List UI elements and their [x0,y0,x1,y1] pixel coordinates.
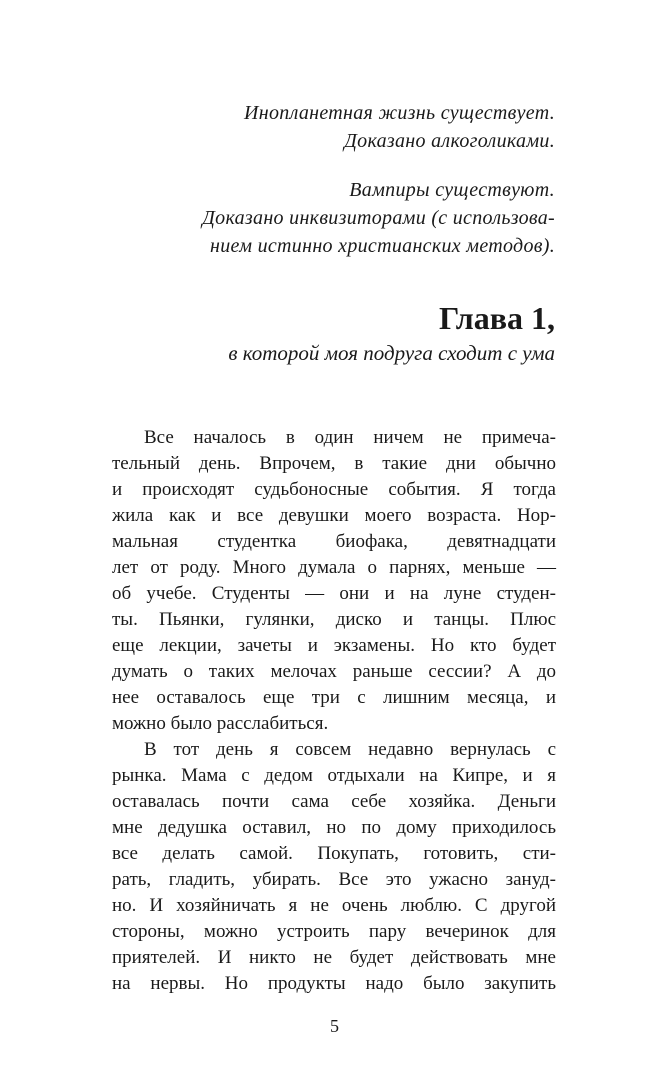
epigraph-line: Инопланетная жизнь существует. [244,102,555,124]
text-line: В тот день я совсем недавно вернулась с [144,739,556,760]
text-line: мальная студентка биофака, девятнадцати [112,531,556,552]
page-number: 5 [330,1016,339,1036]
text-line: можно было расслабиться. [112,713,329,734]
epigraph-line: Доказано алкоголиками. [344,130,555,152]
text-line: на нервы. Но продукты надо было закупить [112,973,556,994]
text-line: Все началось в один ничем не примеча- [144,427,556,448]
chapter-title: Глава 1, [439,300,555,336]
epigraph-line: нием истинно христианских методов). [210,235,555,257]
text-line: жила как и все девушки моего возраста. Нор- [112,505,556,526]
chapter-subtitle: в которой моя подруга сходит с ума [228,341,555,365]
text-line: но. И хозяйничать я не очень люблю. С другой [112,895,556,916]
epigraph-line: Вампиры существуют. [349,179,555,201]
text-line: нее оставалось еще три с лишним месяца, и [112,687,556,708]
text-line: и происходят судьбоносные события. Я тогда [112,479,556,500]
text-line: приятелей. И никто не будет действовать мне [112,947,556,968]
epigraph-1 [100,99,555,155]
text-line: рать, гладить, убирать. Все это ужасно зануд- [112,869,556,890]
text-line: оставалась почти сама себе хозяйка. Деньги [112,791,556,812]
text-line: еще лекции, зачеты и экзамены. Но кто будет [112,635,556,656]
text-line: лет от роду. Много думала о парнях, меньше — [112,557,556,578]
text-line: рынка. Мама с дедом отдыхали на Кипре, и я [112,765,556,786]
text-line: думать о таких мелочах раньше сессии? А до [112,661,556,682]
text-line: ты. Пьянки, гулянки, диско и танцы. Плюс [112,609,556,630]
epigraph-line: Доказано инквизиторами (с использова- [202,207,555,229]
text-line: тельный день. Впрочем, в такие дни обычно [112,453,556,474]
text-line: об учебе. Студенты — они и на луне студен- [112,583,556,604]
text-line: стороны, можно устроить пару вечеринок для [112,921,556,942]
text-line: мне дедушка оставил, но по дому приходилось [112,817,556,838]
body-text [112,425,556,997]
text-line: все делать самой. Покупать, готовить, сти- [112,843,556,864]
epigraph-2 [100,176,555,260]
